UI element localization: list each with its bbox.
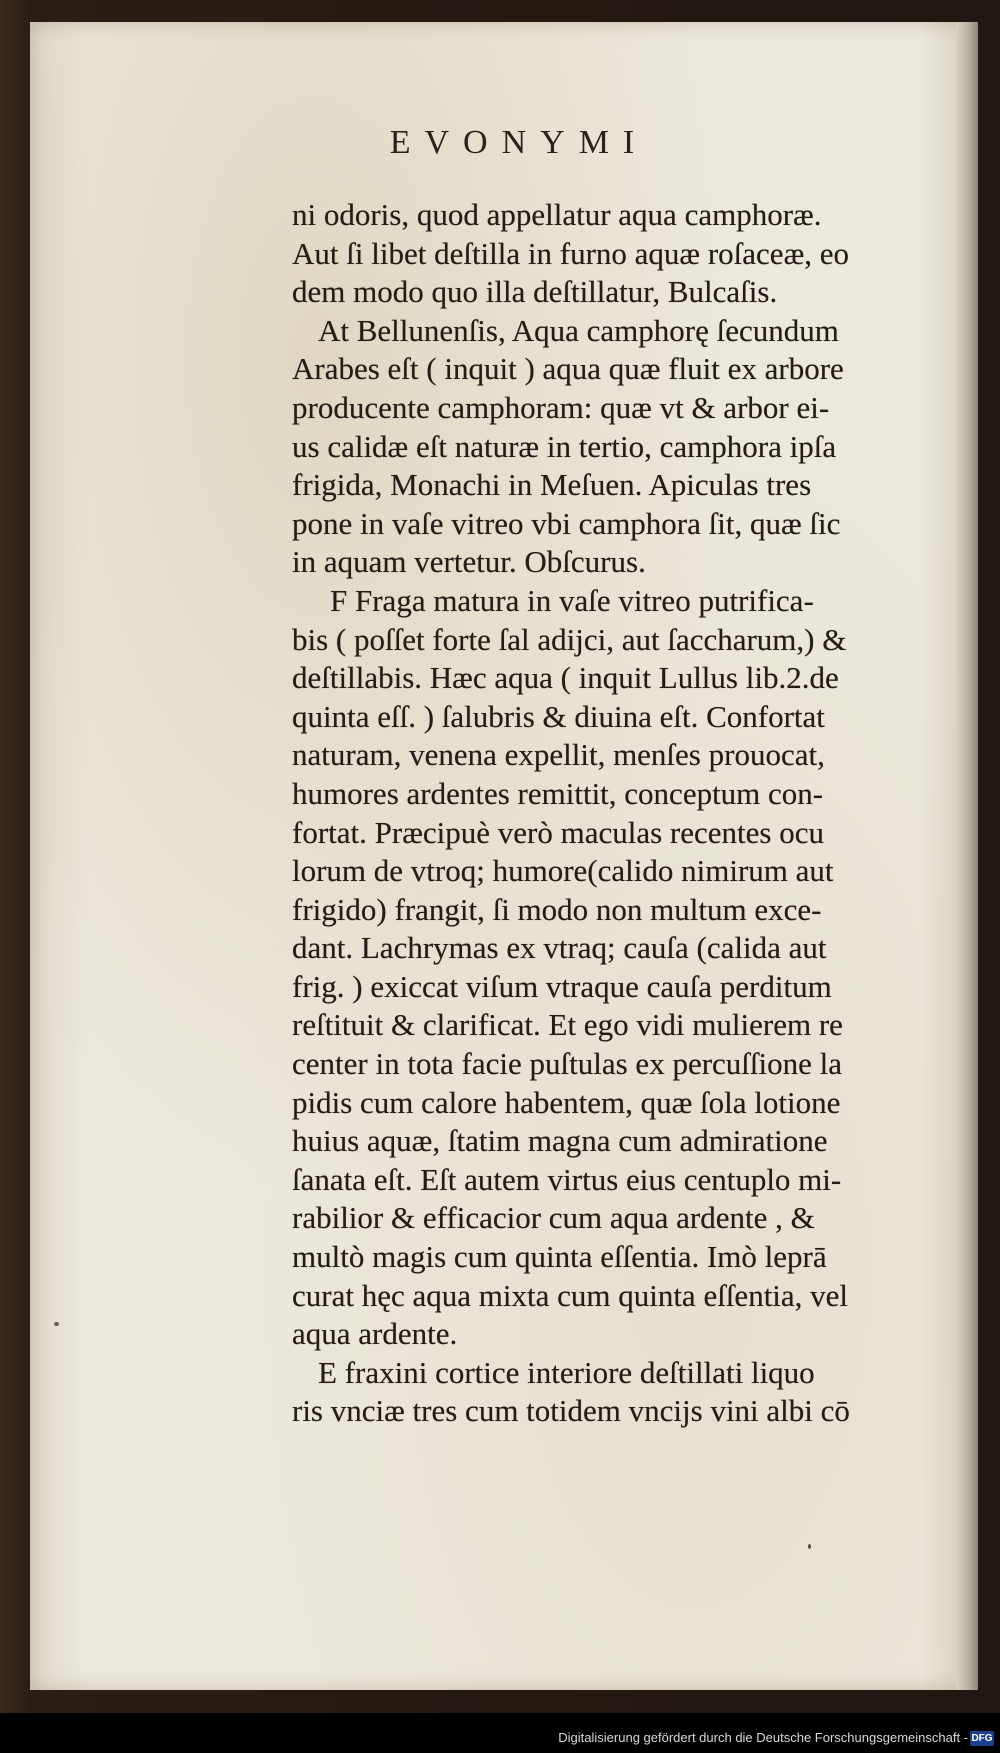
text-line: dem modo quo illa deſtillatur, Bulcaſis. [292,274,778,310]
dfg-logo: DFG [971,1733,993,1744]
text-line: quinta eſſ. ) ſalubris & diuina eſt. Confortat [292,698,825,734]
text-line: multò magis cum quinta eſſentia. Imò leprā [292,1239,827,1275]
text-line: E fraxini cortice interiore deſtillati liquo [318,1354,815,1390]
text-line: dant. Lachrymas ex vtraq; cauſa (calida aut [292,930,827,966]
text-line: lorum de vtroq; humore(calido nimirum aut [292,853,834,889]
text-line: us calidæ eſt naturæ in tertio, camphora ipſa [292,428,837,464]
running-head: EVONYMI [389,124,649,161]
text-line: ni odoris, quod appellatur aqua camphoræ. [292,197,822,232]
body-text [292,196,1000,1431]
text-line: frig. ) exiccat viſum vtraque cauſa perditum [292,968,832,1004]
text-line: pidis cum calore habentem, quæ ſola lotione [292,1084,841,1120]
text-line: At Bellunenſis, Aqua camphorę ſecundum [318,312,839,348]
text-line: pone in vaſe vitreo vbi camphora ſit, quæ ſic [292,505,841,541]
text-line: F Fraga matura in vaſe vitreo putrifica- [330,582,814,618]
text-line: ſanata eſt. Eſt autem virtus eius centuplo mi- [292,1161,842,1197]
text-line: naturam, venena expellit, menſes prouocat, [292,737,825,773]
text-line: frigido) frangit, ſi modo non multum exce- [292,891,822,927]
text-line: frigida, Monachi in Meſuen. Apiculas tres [292,467,812,503]
text-line: bis ( poſſet forte ſal adijci, aut ſaccharum,) & [292,621,847,657]
digitization-footer [0,1713,1000,1753]
text-line: curat hęc aqua mixta cum quinta eſſentia, vel [292,1277,849,1313]
text-line: aqua ardente. [292,1316,458,1352]
text-line: ris vnciæ tres cum totidem vncijs vini albi cō [292,1393,850,1429]
text-line: humores ardentes remittit, conceptum con- [292,775,824,811]
text-line: in aquam vertetur. Obſcurus. [292,544,646,580]
text-line: rabilior & efficacior cum aqua ardente , & [292,1200,815,1236]
ink-speck [54,1322,59,1326]
text-line: Arabes eſt ( inquit ) aqua quæ fluit ex arbore [292,351,844,387]
text-line: deſtillabis. Hæc aqua ( inquit Lullus lib.2.de [292,660,839,696]
text-line: huius aquæ, ſtatim magna cum admiratione [292,1123,828,1159]
book-page [30,22,978,1690]
text-line: producente camphoram: quæ vt & arbor ei- [292,389,830,425]
footer-credit: Digitalisierung gefördert durch die Deutsche Forschungsgemeinschaft - [558,1730,968,1745]
text-line: center in tota facie puſtulas ex percuſſione la [292,1046,843,1082]
text-line: fortat. Præcipuè verò maculas recentes ocu [292,814,824,850]
text-line: Aut ſi libet deſtilla in furno aquæ roſaceæ, eo [292,235,850,271]
text-line: reſtituit & clarificat. Et ego vidi mulierem re [292,1007,843,1043]
ink-speck [808,1544,811,1549]
